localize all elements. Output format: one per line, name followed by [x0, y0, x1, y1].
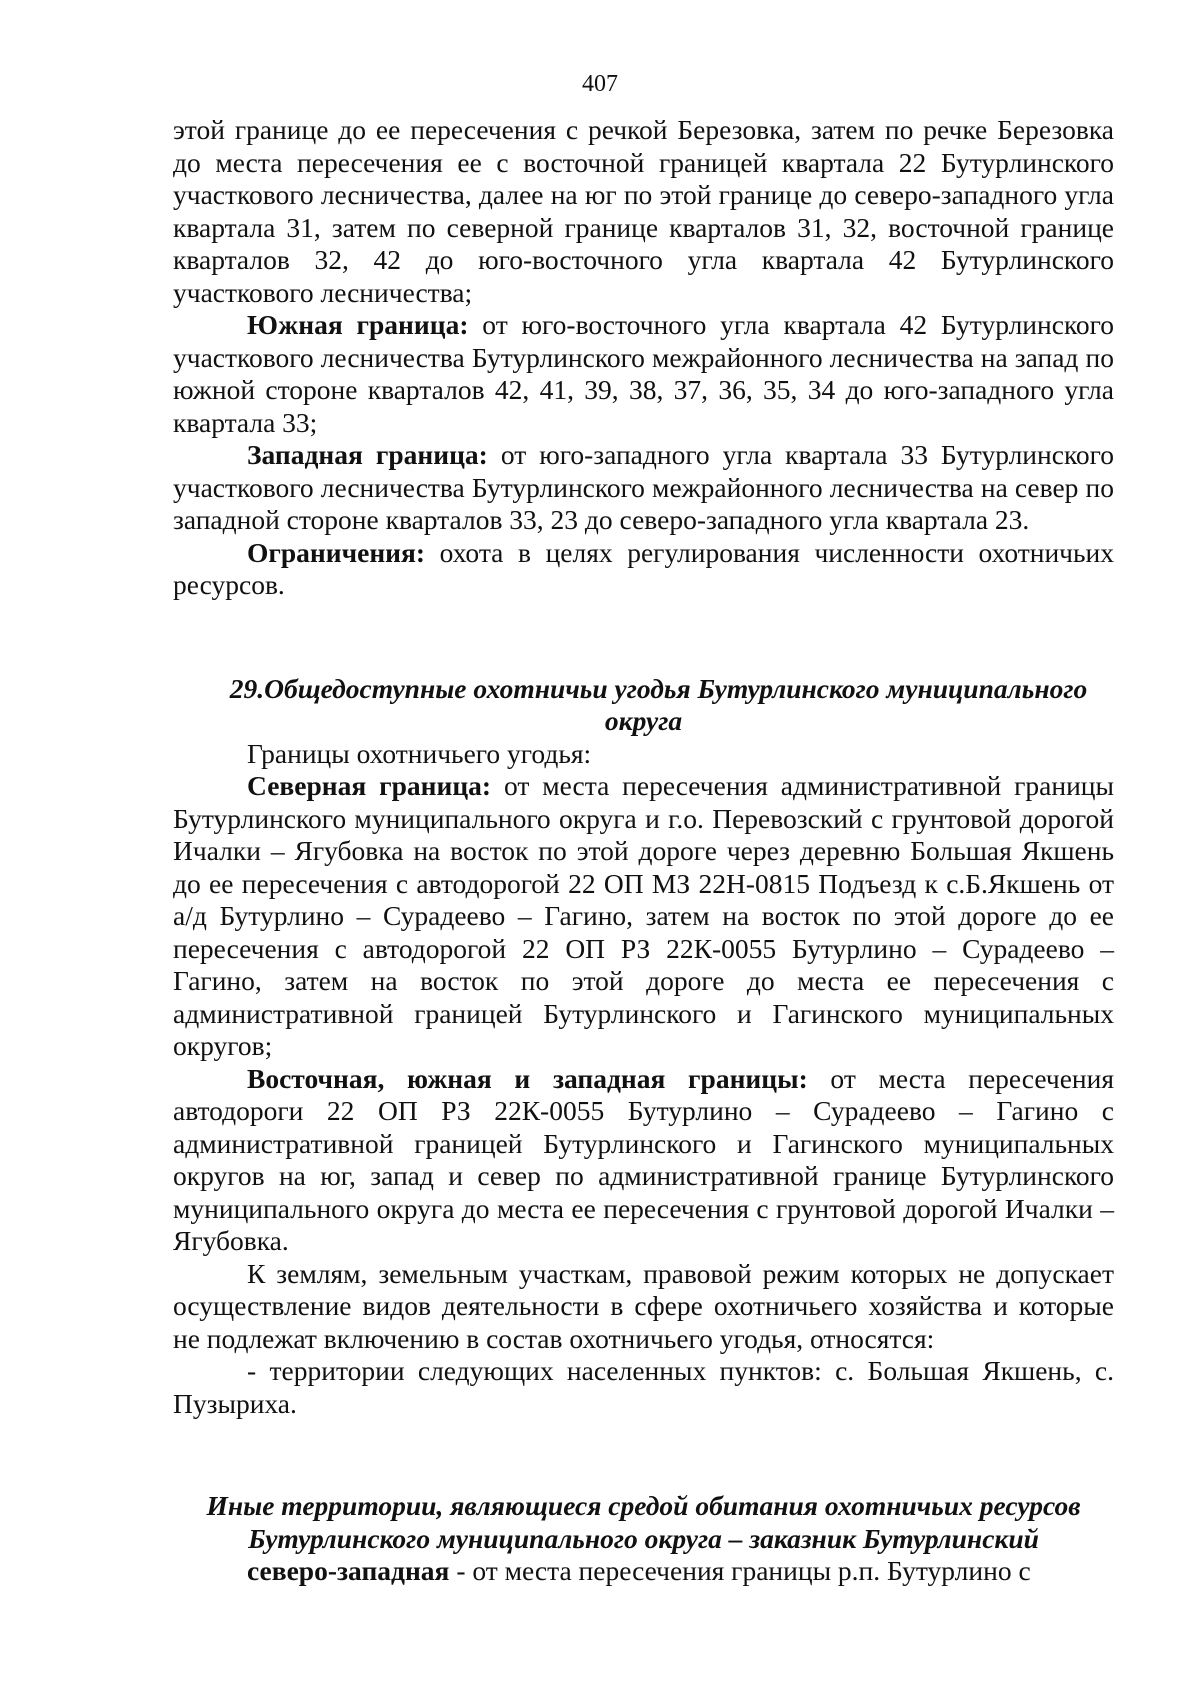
page-number: 407 [582, 71, 618, 97]
south-border-text: от юго-восточного угла квартала 42 Бутурлинского участкового лесничества Бутурлинского межрайонного лесничества на запад по южной стороне кварталов 42, 41, 39, 38, 37, 36, 35, 34 до юго-западного угла квартала 33; [173, 309, 1114, 438]
borders-intro: Границы охотничьего угодья: [247, 737, 592, 769]
document-body [173, 114, 1114, 1588]
other-territories-heading-line-2: Бутурлинского муниципального округа – заказник Бутурлинский [248, 1522, 1039, 1554]
west-border-text: от юго-западного угла квартала 33 Бутурлинского участкового лесничества Бутурлинского межрайонного лесничества на север по западной стороне кварталов 33, 23 до северо-западного угла квартала 23. [173, 439, 1115, 535]
south-border-label: Южная граница: [247, 309, 469, 340]
north-border-paragraph [173, 770, 1114, 1063]
north-border-label: Северная граница: [247, 770, 492, 801]
northwest-border-label: северо-западная [247, 1555, 450, 1586]
esw-border-text: от места пересечения автодороги 22 ОП РЗ 22К-0055 Бутурлино – Сурадеево – Гагино с административной границей Бутурлинского и Гагинского муниципальных округов на юг, запад и север по административной границе Бутурлинского муниципального округа до места ее пересечения с грунтовой дорогой Ичалки – Ягубовка. [173, 1062, 1114, 1256]
west-border-label: Западная граница: [247, 439, 488, 470]
territories-paragraph: - территории следующих населенных пунктов: с. Большая Якшень, с. Пузыриха. [173, 1355, 1114, 1419]
section-29-heading-line-2: округа [604, 705, 683, 736]
northwest-border-text: - от места пересечения границы р.п. Бутурлино с [449, 1555, 1031, 1586]
esw-border-label: Восточная, южная и западная границы: [247, 1062, 808, 1094]
restrictions-paragraph [173, 537, 1114, 602]
south-border-paragraph [173, 309, 1114, 439]
restrictions-label: Ограничения: [247, 536, 426, 568]
northwest-border-paragraph [173, 1555, 1114, 1588]
west-border-paragraph [173, 439, 1114, 537]
excluded-lands-paragraph: К землям, земельным участкам, правовой режим которых не допускает осуществление видов деятельности в сфере охотничьего хозяйства и которые не подлежат включению в состав охотничьего угодья, относятся: [173, 1257, 1114, 1354]
esw-border-paragraph [173, 1063, 1114, 1258]
spacer [173, 602, 1114, 673]
continuation-paragraph: этой границе до ее пересечения с речкой Березовка, затем по речке Березовка до места пересечения ее с восточной границей квартала 22 Бутурлинского участкового лесничества, далее на юг по этой границе до северо-западного угла квартала 31, затем по северной границе кварталов 31, 32, восточной границе кварталов 32, 42 до юго-восточного угла квартала 42 Бутурлинского участкового лесничества; [173, 114, 1114, 308]
north-border-text: от места пересечения административной границы Бутурлинского муниципального округа и г.о. Перевозский с грунтовой дорогой Ичалки – Ягубовка на восток по этой дороге через деревню Большая Якшень до ее пересечения с автодорогой 22 ОП МЗ 22Н-0815 Подъезд к с.Б.Якшень от а/д Бутурлино – Сурадеево – Гагино, затем на восток по этой дороге до ее пересечения с автодорогой 22 ОП РЗ 22К-0055 Бутурлино – Сурадеево – Гагино, затем на восток по этой дороге до места ее пересечения с административной границей Бутурлинского и Гагинского муниципальных округов; [173, 770, 1114, 1061]
other-territories-heading-line-1: Иные территории, являющиеся средой обитания охотничьих ресурсов [206, 1490, 1081, 1521]
section-29-heading-line-1: 29.Общедоступные охотничьи угодья Бутурлинского муниципального [229, 672, 1088, 704]
spacer [173, 1420, 1114, 1490]
restrictions-text: охота в целях регулирования численности охотничьих ресурсов. [173, 536, 1114, 600]
